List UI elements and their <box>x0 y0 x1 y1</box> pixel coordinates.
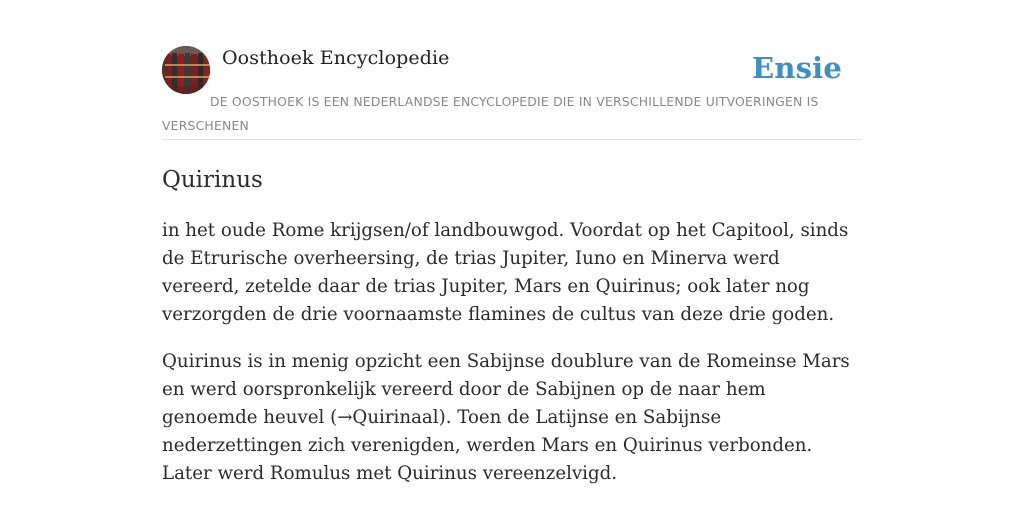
site-header <box>162 46 862 140</box>
page-container <box>162 46 862 488</box>
site-title[interactable]: Oosthoek Encyclopedie <box>222 47 450 69</box>
article-paragraph-1: in het oude Rome krijgsen/of landbouwgod. Voordat op het Capitool, sinds de Etrurische overheersing, de trias Jupiter, Iuno en Minerva werd vereerd, zetelde daar de trias Jupiter, Mars en Quirinus; ook later nog verzorgden de drie voornaamste flamines de cultus van deze drie goden. <box>162 220 849 325</box>
bookshelf-icon <box>162 46 210 94</box>
article-title: Quirinus <box>162 167 263 193</box>
site-tagline: DE OOSTHOEK IS EEN NEDERLANDSE ENCYCLOPEDIE DIE IN VERSCHILLENDE UITVOERINGEN IS VERSCHENEN <box>162 94 819 133</box>
brand-logo[interactable]: Ensie <box>752 51 842 85</box>
article-paragraph-2: Quirinus is in menig opzicht een Sabijnse doublure van de Romeinse Mars en werd oorspronkelijk vereerd door de Sabijnen op de naar hem genoemde heuvel (→Quirinaal). Toen de Latijnse en Sabijnse nederzettingen zich verenigden, werden Mars en Quirinus verbonden. Later werd Romulus met Quirinus vereenzelvigd. <box>162 351 850 484</box>
avatar[interactable] <box>162 46 210 94</box>
